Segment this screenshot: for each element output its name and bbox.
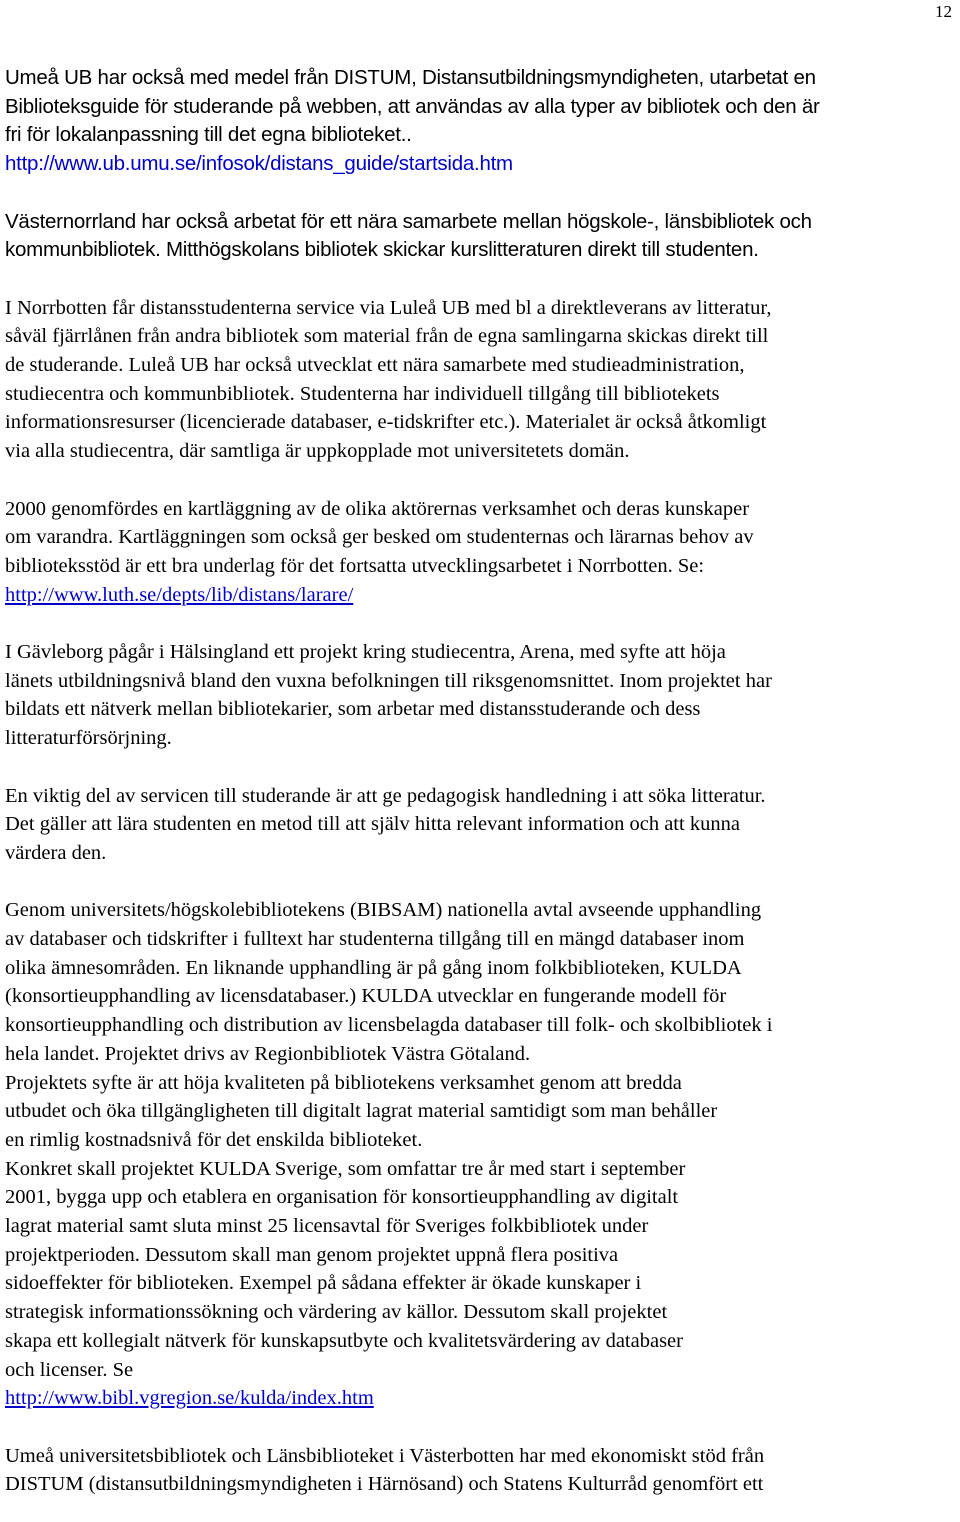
- text-line: länets utbildningsnivå bland den vuxna befolkningen till riksgenomsnittet. Inom projektet har: [5, 669, 772, 692]
- text-line: informationsresurser (licencierade databaser, e-tidskrifter etc.). Materialet är också åtkomligt: [5, 411, 767, 434]
- page-number: 12: [935, 2, 952, 21]
- kulda-link[interactable]: http://www.bibl.vgregion.se/kulda/index.htm: [5, 1387, 374, 1410]
- text-line: biblioteksstöd är ett bra underlag för det fortsatta utvecklingsarbetet i Norrbotten. Se:: [5, 554, 705, 577]
- paragraph-norrbotten: [5, 294, 955, 466]
- text-line: Umeå universitetsbibliotek och Länsbiblioteket i Västerbotten har med ekonomiskt stöd från: [5, 1444, 765, 1467]
- text-line: Västernorrland har också arbetat för ett nära samarbete mellan högskole-, länsbibliotek och: [5, 209, 812, 233]
- text-line: I Gävleborg pågår i Hälsingland ett projekt kring studiecentra, Arena, med syfte att höja: [5, 641, 726, 663]
- text-line: konsortieupphandling och distribution av licensbelagda databaser till folk- och skolbibliotek i: [5, 1014, 773, 1037]
- text-line: kommunbibliotek. Mitthögskolans bibliotek skickar kurslitteraturen direkt till studenten.: [5, 238, 759, 262]
- text-line: (konsortieupphandling av licensdatabaser.) KULDA utvecklar en fungerande modell för: [5, 985, 727, 1008]
- paragraph-kartlaggning: [5, 495, 955, 610]
- text-line: lagrat material samt sluta minst 25 licensavtal för Sveriges folkbibliotek under: [5, 1215, 649, 1238]
- text-line: I Norrbotten får distansstudenterna service via Luleå UB med bl a direktleverans av litteratur,: [5, 296, 772, 319]
- text-line: Genom universitets/högskolebibliotekens (BIBSAM) nationella avtal avseende upphandling: [5, 899, 762, 922]
- text-line: strategisk informationssökning och värdering av källor. Dessutom skall projektet: [5, 1301, 668, 1324]
- text-line: sidoeffekter för biblioteken. Exempel på sådana effekter är ökade kunskaper i: [5, 1272, 642, 1295]
- text-line: Konkret skall projektet KULDA Sverige, som omfattar tre år med start i september: [5, 1157, 686, 1180]
- distans-guide-link[interactable]: http://www.ub.umu.se/infosok/distans_guide/startsida.htm: [5, 152, 513, 176]
- text-line: DISTUM (distansutbildningsmyndigheten i Härnösand) och Statens Kulturråd genomfört ett: [5, 1473, 764, 1496]
- paragraph-umea-universitetsbibliotek: [5, 1442, 955, 1499]
- text-line: såväl fjärrlånen från andra bibliotek som material från de egna samlingarna skickas direkt till: [5, 325, 769, 348]
- text-line: 2000 genomfördes en kartläggning av de olika aktörernas verksamhet och deras kunskaper: [5, 497, 750, 520]
- text-line: Biblioteksguide för studerande på webben, att användas av alla typer av bibliotek och den är: [5, 94, 820, 118]
- text-line: projektperioden. Dessutom skall man genom projektet uppnå flera positiva: [5, 1243, 619, 1266]
- text-line: de studerande. Luleå UB har också utvecklat ett nära samarbete med studieadministration,: [5, 354, 745, 376]
- text-line: av databaser och tidskrifter i fulltext har studenterna tillgång till en mängd databaser inom: [5, 928, 745, 950]
- text-line: och licenser. Se: [5, 1358, 134, 1381]
- text-line: om varandra. Kartläggningen som också ger besked om studenternas och lärarnas behov av: [5, 526, 754, 549]
- text-line: hela landet. Projektet drivs av Regionbibliotek Västra Götaland.: [5, 1042, 531, 1065]
- text-line: studiecentra och kommunbibliotek. Studenterna har individuell tillgång till bibliotekets: [5, 382, 720, 405]
- paragraph-gavleborg: [5, 638, 955, 753]
- text-line: fri för lokalanpassning till det egna biblioteket..: [5, 123, 412, 147]
- luth-distans-link[interactable]: http://www.luth.se/depts/lib/distans/larare/: [5, 583, 354, 606]
- paragraph-pedagogisk: [5, 782, 955, 868]
- text-line: Projektets syfte är att höja kvaliteten på bibliotekens verksamhet genom att bredda: [5, 1071, 682, 1094]
- text-line: En viktig del av servicen till studerande är att ge pedagogisk handledning i att söka litteratur.: [5, 784, 766, 807]
- text-line: skapa ett kollegialt nätverk för kunskapsutbyte och kvalitetsvärdering av databaser: [5, 1329, 683, 1352]
- text-line: via alla studiecentra, där samtliga är uppkopplade mot universitetets domän.: [5, 440, 630, 463]
- text-line: 2001, bygga upp och etablera en organisation för konsortieupphandling av digitalt: [5, 1186, 679, 1209]
- text-line: litteraturförsörjning.: [5, 727, 172, 750]
- text-line: Det gäller att lära studenten en metod till att själv hitta relevant information och att kunna: [5, 813, 740, 836]
- text-line: olika ämnesområden. En liknande upphandling är på gång inom folkbiblioteken, KULDA: [5, 956, 742, 979]
- paragraph-vasternorrland: [5, 208, 955, 265]
- text-line: en rimlig kostnadsnivå för det enskilda biblioteket.: [5, 1128, 423, 1151]
- text-line: Umeå UB har också med medel från DISTUM, Distansutbildningsmyndigheten, utarbetat en: [5, 66, 816, 89]
- paragraph-umea-ub: [5, 64, 955, 179]
- paragraph-bibsam-kulda: [5, 896, 955, 1413]
- text-line: utbudet och öka tillgängligheten till digitalt lagrat material samtidigt som man behåller: [5, 1100, 718, 1123]
- text-line: bildats ett nätverk mellan bibliotekarier, som arbetar med distansstuderande och dess: [5, 698, 701, 721]
- text-line: värdera den.: [5, 841, 107, 864]
- document-body: [5, 64, 955, 1499]
